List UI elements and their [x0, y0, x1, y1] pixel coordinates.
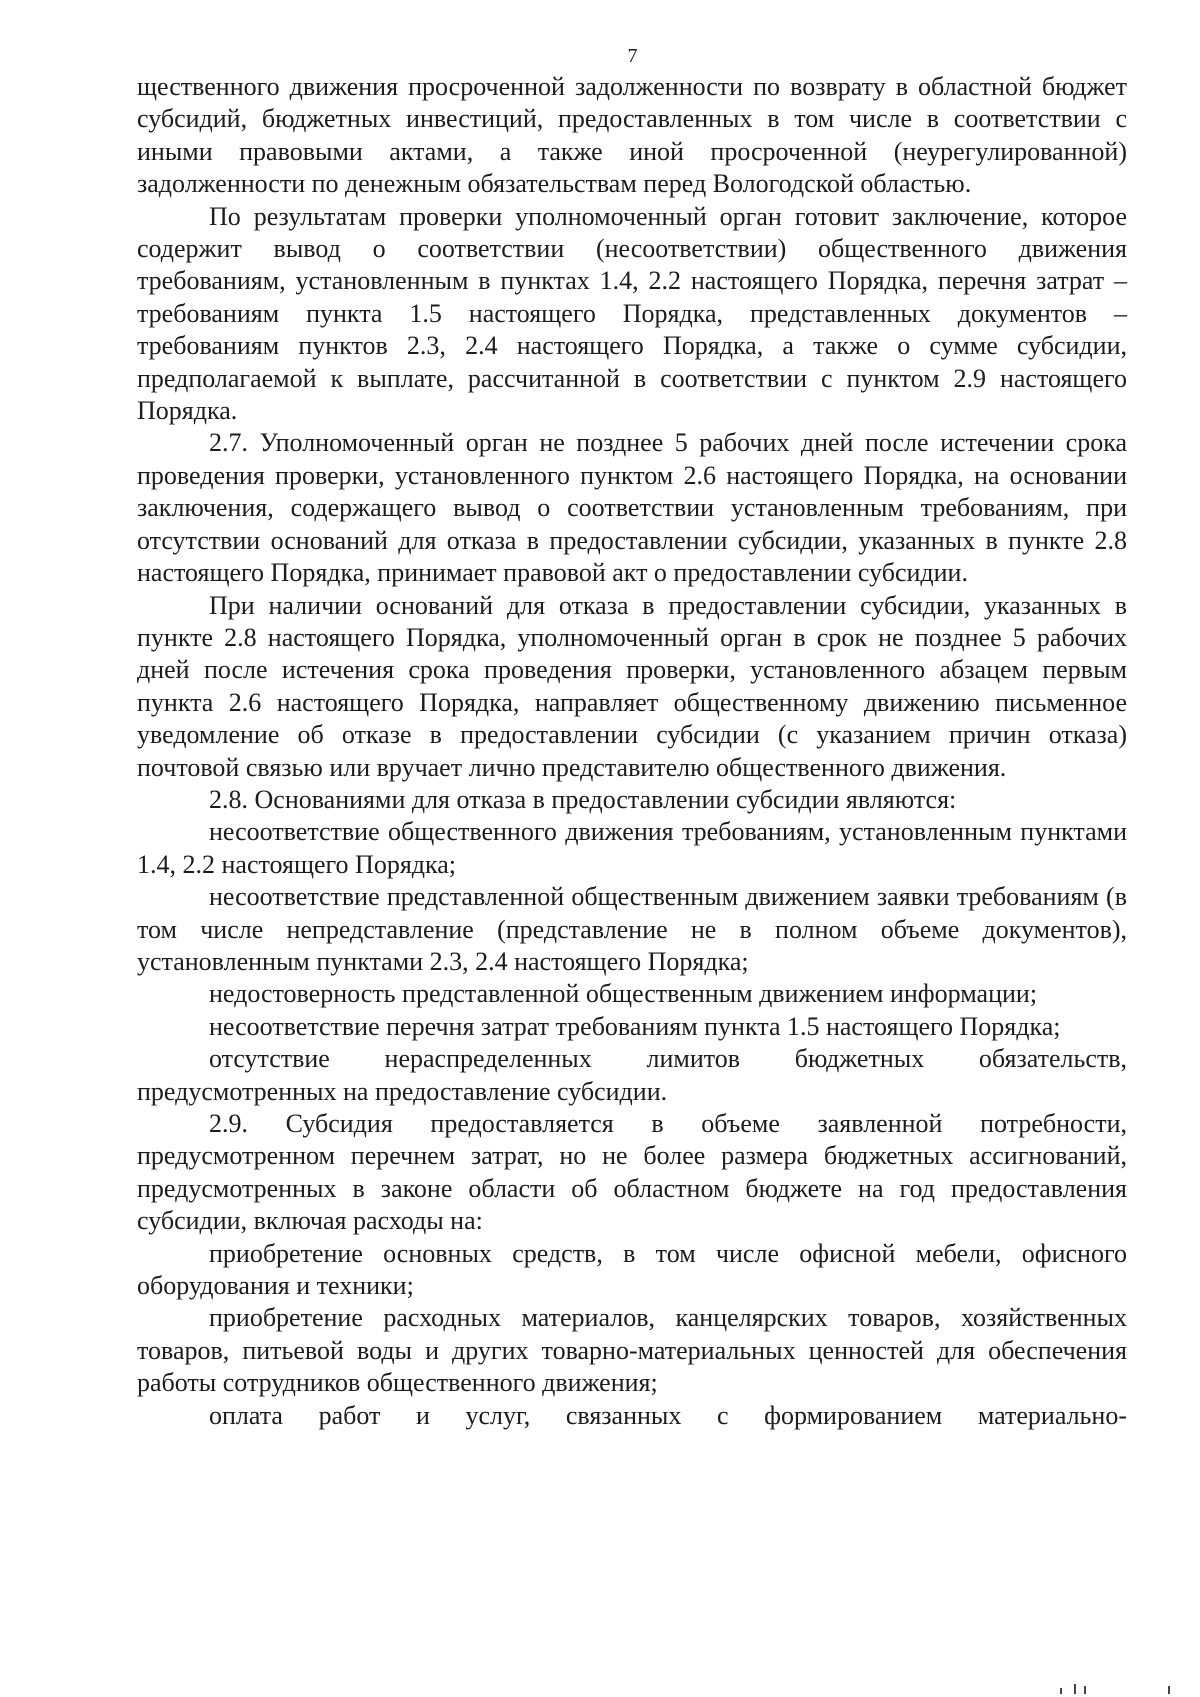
- scan-speck: [1060, 1688, 1062, 1694]
- paragraph: 2.7. Уполномоченный орган не позднее 5 рабочих дней после истечении срока проведения проверки, установленного пунктом 2.6 настоящего Порядка, на основании заключения, содержащего вывод о соответствии установленным требованиям, при отсутствии оснований для отказа в предоставлении субсидии, указанных в пункте 2.8 настоящего Порядка, принимает правовой акт о предоставлении субсидии.: [137, 428, 1127, 588]
- paragraph: 2.8. Основаниями для отказа в предоставлении субсидии являются:: [209, 784, 957, 814]
- scan-speck: [1168, 1686, 1170, 1694]
- list-item: приобретение расходных материалов, канцелярских товаров, хозяйственных товаров, питьевой воды и других товарно-материальных ценностей для обеспечения работы сотрудников общественного движения;: [137, 1303, 1127, 1398]
- scan-speck: [1084, 1686, 1086, 1694]
- list-item: приобретение основных средств, в том числе офисной мебели, офисного оборудования и техники;: [137, 1238, 1127, 1301]
- list-item: недостоверность представленной общественным движением информации;: [209, 979, 1038, 1009]
- page-number: 7: [627, 45, 638, 67]
- paragraph: 2.9. Субсидия предоставляется в объеме заявленной потребности, предусмотренном перечнем затрат, но не более размера бюджетных ассигнований, предусмотренных в законе области об областном бюджете на год предоставления субсидии, включая расходы на:: [137, 1109, 1127, 1236]
- paragraph: По результатам проверки уполномоченный орган готовит заключение, которое содержит вывод о соответствии (несоответствии) общественного движения требованиям, установленным в пунктах 1.4, 2.2 настоящего Порядка, перечня затрат – требованиям пункта 1.5 настоящего Порядка, представленных документов – требованиям пунктов 2.3, 2.4 настоящего Порядка, а также о сумме субсидии, предполагаемой к выплате, рассчитанной в соответствии с пунктом 2.9 настоящего Порядка.: [137, 201, 1127, 426]
- list-item: оплата работ и услуг, связанных с формированием материально-: [209, 1400, 1127, 1430]
- paragraph: При наличии оснований для отказа в предоставлении субсидии, указанных в пункте 2.8 настоящего Порядка, уполномоченный орган в срок не позднее 5 рабочих дней после истечения срока проведения проверки, установленного абзацем первым пункта 2.6 настоящего Порядка, направляет общественному движению письменное уведомление об отказе в предоставлении субсидии (с указанием причин отказа) почтовой связью или вручает лично представителю общественного движения.: [137, 590, 1127, 782]
- list-item: несоответствие представленной общественным движением заявки требованиям (в том числе непредставление (представление не в полном объеме документов), установленным пунктами 2.3, 2.4 настоящего Порядка;: [137, 882, 1127, 976]
- scan-speck: [1074, 1684, 1076, 1694]
- list-item: отсутствие нераспределенных лимитов бюджетных обязательств, предусмотренных на предоставление субсидии.: [137, 1044, 1127, 1106]
- list-item: несоответствие общественного движения требованиям, установленным пунктами 1.4, 2.2 настоящего Порядка;: [137, 817, 1127, 879]
- paragraph: щественного движения просроченной задолженности по возврату в областной бюджет субсидий, бюджетных инвестиций, предоставленных в том числе в соответствии с иными правовыми актами, а также иной просроченной (неурегулированной) задолженности по денежным обязательствам перед Вологодской областью.: [137, 72, 1127, 199]
- document-body: [137, 71, 1127, 1432]
- list-item: несоответствие перечня затрат требованиям пункта 1.5 настоящего Порядка;: [209, 1011, 1061, 1041]
